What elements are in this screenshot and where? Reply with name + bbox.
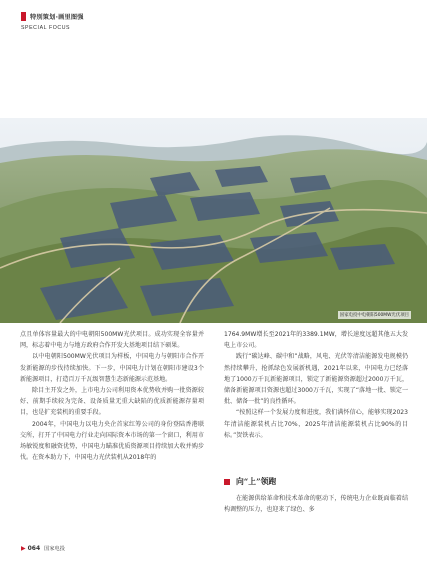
section-label: 特别策划·画里图强: [30, 14, 84, 21]
section-label-english: SPECIAL FOCUS: [21, 25, 71, 31]
page-header: [21, 12, 221, 31]
paragraph: “按照这样一个发展力度和进度，我们满怀信心，能够实现2023年清洁能源装机占比70%，2025年清洁能源装机占比90%的目标。”贺铁表示。: [224, 409, 408, 439]
header-accent-bar: [21, 12, 26, 21]
paragraph: 践行“碳达峰、碳中和”战略，风电、光伏等清洁能源发电规模仍然持续攀升，抢抓绿色发展新机遇，2021年以来，中国电力已经落地了1000万千瓦新能源项目，锁定了新能源资源超过2000万千瓦，储备新能源项目资源也超过3000万千瓦，实现了“落地一批、锁定一批、储备一批”的良性循环。: [224, 353, 408, 406]
paragraph: 1764.9MW增长至2021年的3389.1MW，增长速度远超其他五大发电上市公司。: [224, 331, 408, 350]
right-column-continued: [224, 493, 408, 515]
section-title: 向“上”领跑: [236, 477, 277, 486]
photo-caption: 国家电投中电朝阳500MW光伏项目: [339, 313, 409, 318]
page-number: 064: [27, 545, 41, 552]
page-arrow-icon: ▶: [21, 545, 26, 552]
paragraph: 2004年，中国电力以电力央企首家红筹公司的身份登陆香港联交所，打开了中国电力行业走向国际资本市场的第一个窗口，利用市场敏锐度和融资优势，中国电力瞄准优质资源项目持续加大收并购步伐。在资本助力下，中国电力光伏装机从2018年的: [20, 420, 204, 462]
magazine-name: 国家电投: [44, 546, 65, 552]
section-heading: [224, 476, 276, 487]
paragraph: 在能源供给革命和技术革命的驱动下，传统电力企业既面临着结构调整的压力，也迎来了绿色、多: [224, 495, 408, 514]
solar-farm-photo: [0, 118, 427, 323]
left-column: [20, 329, 204, 463]
right-column: [224, 329, 408, 441]
page-footer: [21, 545, 65, 552]
paragraph: 除目主开发之外，上市电力公司利用资本优势收并购一批资源较好、前期手续较为完备、设备质量无重大缺陷的优质新能源存量项目，也是扩充装机的重要手段。: [20, 387, 204, 417]
section-marker: [224, 479, 230, 485]
paragraph: 以中电朝阳500MW光伏项目为样板，中国电力与朝阳市合作开发新能源的步伐持续加快。下一步，中国电力计划在朝阳市建设3个新能源项目，打造百万千瓦级智慧生态新能源示范基地。: [20, 353, 204, 383]
paragraph: 点且单体容量最大的中电朝阳500MW光伏项目。成功实现全容量并网，标志着中电力与地方政府合作开发大基地项目结下硕果。: [20, 331, 204, 350]
